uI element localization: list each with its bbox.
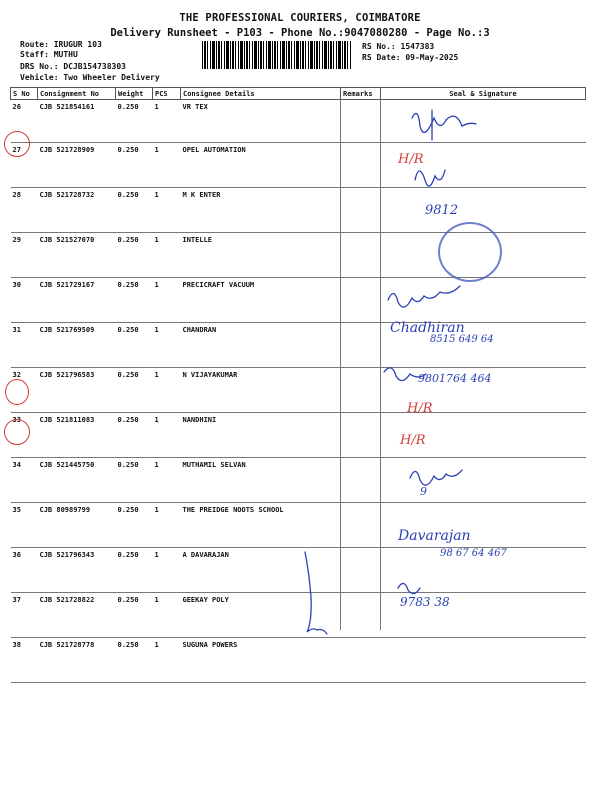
signature-phone: 9801764 464 xyxy=(418,372,492,385)
row-sno: 37 xyxy=(11,593,38,638)
row-sno: 33 xyxy=(11,413,38,458)
row-consignee: OPEL AUTOMATION xyxy=(181,143,341,188)
row-consignee: PRECICRAFT VACUUM xyxy=(181,278,341,323)
row-weight: 0.250 xyxy=(116,638,153,683)
row-pcs: 1 xyxy=(153,233,181,278)
row-consignee: A DAVARAJAN xyxy=(181,548,341,593)
row-pcs: 1 xyxy=(153,548,181,593)
row-weight: 0.250 xyxy=(116,548,153,593)
row-consignment: CJB 80989799 xyxy=(38,503,116,548)
signature-38 xyxy=(398,583,420,593)
company-title: THE PROFESSIONAL COURIERS, COIMBATORE xyxy=(179,12,421,24)
signature-31 xyxy=(388,286,460,307)
col-consignment: Consignment No xyxy=(38,88,116,100)
col-sno: S No xyxy=(11,88,38,100)
row-sno: 27 xyxy=(11,143,38,188)
row-weight: 0.250 xyxy=(116,503,153,548)
signature-phone: 9 xyxy=(420,485,427,498)
col-signature: Seal & Signature xyxy=(381,88,586,100)
row-pcs: 1 xyxy=(153,278,181,323)
col-remarks: Remarks xyxy=(341,88,381,100)
company-seal xyxy=(438,222,502,282)
signature-name: Chadhiran xyxy=(390,320,465,336)
rs-number: RS No.: 1547383 xyxy=(362,42,435,51)
staff-label: Staff: MUTHU xyxy=(20,50,78,59)
row-consignee: NANDHINI xyxy=(181,413,341,458)
signature-name: Davarajan xyxy=(398,528,471,544)
row-pcs: 1 xyxy=(153,413,181,458)
row-consignee: THE PREIDGE NOOTS SCHOOL xyxy=(181,503,341,548)
col-pcs: PCS xyxy=(153,88,181,100)
row-consignee: VR TEX xyxy=(181,100,341,143)
row-consignment: CJB 521728909 xyxy=(38,143,116,188)
remark-hr: H/R xyxy=(398,152,424,167)
row-pcs: 1 xyxy=(153,143,181,188)
signature-phone: 8515 649 64 xyxy=(430,334,494,345)
row-consignee: N VIJAYAKUMAR xyxy=(181,368,341,413)
signature-26 xyxy=(412,114,476,133)
row-weight: 0.250 xyxy=(116,143,153,188)
row-consignee: MUTHAMIL SELVAN xyxy=(181,458,341,503)
row-consignment: CJB 521728732 xyxy=(38,188,116,233)
row-pcs: 1 xyxy=(153,188,181,233)
row-sno: 35 xyxy=(11,503,38,548)
signature-37-38 xyxy=(305,552,327,634)
row-sno: 34 xyxy=(11,458,38,503)
signature-phone: 9812 xyxy=(425,203,459,218)
row-consignment: CJB 521728822 xyxy=(38,593,116,638)
row-weight: 0.250 xyxy=(116,323,153,368)
row-pcs: 1 xyxy=(153,323,181,368)
remark-hr: H/R xyxy=(400,433,426,448)
rs-date: RS Date: 09-May-2025 xyxy=(362,53,459,62)
row-sno: 38 xyxy=(11,638,38,683)
row-sno: 26 xyxy=(11,100,38,143)
row-consignment: CJB 521796343 xyxy=(38,548,116,593)
row-consignee: GEEKAY POLY xyxy=(181,593,341,638)
row-consignment: CJB 521729167 xyxy=(38,278,116,323)
row-consignment: CJB 521811083 xyxy=(38,413,116,458)
row-pcs: 1 xyxy=(153,100,181,143)
row-weight: 0.250 xyxy=(116,188,153,233)
remark-hr: H/R xyxy=(407,401,433,416)
row-weight: 0.250 xyxy=(116,233,153,278)
row-sno: 29 xyxy=(11,233,38,278)
row-consignee: SUGUNA POWERS xyxy=(181,638,341,683)
row-consignee: CHANDRAN xyxy=(181,323,341,368)
row-weight: 0.250 xyxy=(116,278,153,323)
row-consignment: CJB 521527070 xyxy=(38,233,116,278)
vehicle-label: Vehicle: Two Wheeler Delivery xyxy=(20,73,160,82)
col-consignee: Consignee Details xyxy=(181,88,341,100)
row-sno: 32 xyxy=(11,368,38,413)
row-pcs: 1 xyxy=(153,638,181,683)
row-pcs: 1 xyxy=(153,503,181,548)
row-weight: 0.250 xyxy=(116,100,153,143)
row-consignment: CJB 521769509 xyxy=(38,323,116,368)
route-label: Route: IRUGUR 103 xyxy=(20,40,102,49)
row-weight: 0.250 xyxy=(116,593,153,638)
signature-35 xyxy=(410,470,462,485)
row-sno: 36 xyxy=(11,548,38,593)
row-sno: 31 xyxy=(11,323,38,368)
row-weight: 0.250 xyxy=(116,413,153,458)
row-sno: 28 xyxy=(11,188,38,233)
drs-number: DRS No.: DCJB154738303 xyxy=(20,62,126,71)
runsheet-subtitle: Delivery Runsheet - P103 - Phone No.:9047080280 - Page No.:3 xyxy=(110,27,490,39)
row-weight: 0.250 xyxy=(116,368,153,413)
row-consignee: M K ENTER xyxy=(181,188,341,233)
row-pcs: 1 xyxy=(153,458,181,503)
row-consignment: CJB 521445750 xyxy=(38,458,116,503)
row-consignee: INTELLE xyxy=(181,233,341,278)
signature-phone: 9783 38 xyxy=(400,595,450,609)
row-weight: 0.250 xyxy=(116,458,153,503)
col-weight: Weight xyxy=(116,88,153,100)
row-pcs: 1 xyxy=(153,593,181,638)
row-sno: 30 xyxy=(11,278,38,323)
row-pcs: 1 xyxy=(153,368,181,413)
row-consignment: CJB 521854161 xyxy=(38,100,116,143)
row-consignment: CJB 521728778 xyxy=(38,638,116,683)
row-consignment: CJB 521796583 xyxy=(38,368,116,413)
signature-28 xyxy=(415,170,445,186)
signature-phone: 98 67 64 467 xyxy=(440,548,507,559)
